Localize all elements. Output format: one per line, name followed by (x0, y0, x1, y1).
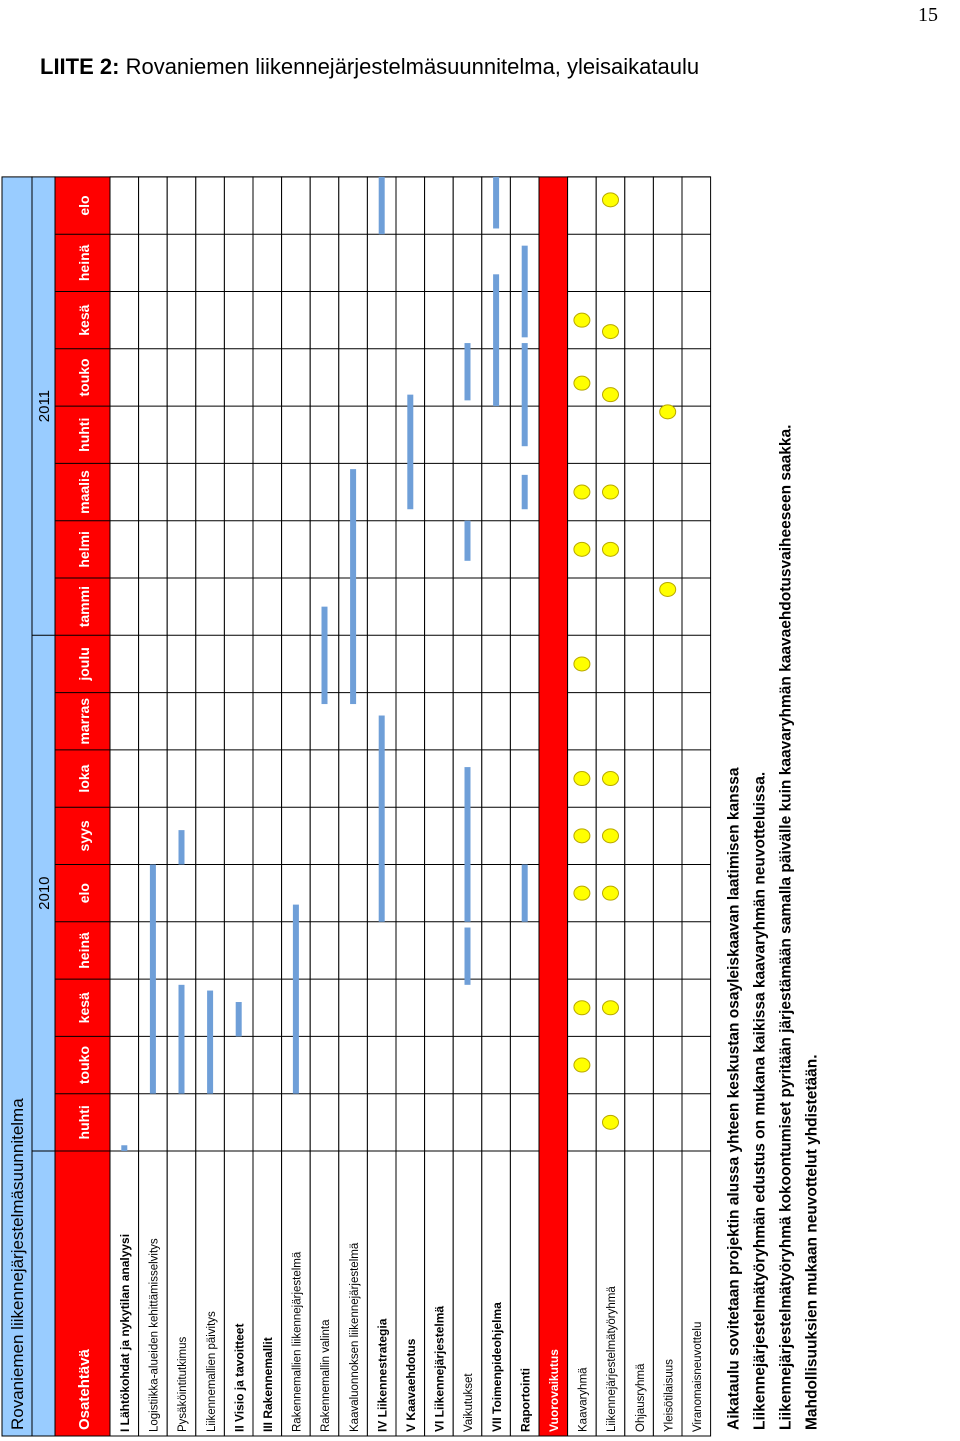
row-label: I Lähtökohdat ja nykytilan analyysi (118, 1233, 132, 1432)
year-2011: 2011 (36, 389, 53, 423)
table-row (224, 177, 253, 1436)
month-label: heinä (76, 932, 92, 969)
note-line: Liikennejärjestelmätyöryhmän edustus on mukana kaikissa kaavaryhmän neuvotteluissa. (751, 771, 769, 1430)
table-row (596, 177, 625, 1436)
schedule-bar (379, 177, 385, 234)
row-label: Viranomaisneuvottelu (692, 1321, 704, 1432)
row-label: Yleisötilaisuus (663, 1359, 676, 1432)
row-label: Liikennemallien päivitys (205, 1311, 218, 1432)
schedule-bar (121, 1145, 127, 1151)
meeting-dot (603, 325, 619, 339)
note-line: Liikennejärjestelmätyöryhmä kokoontumiset pyritään järjestämään samalla päivälle kuin kaavaryhmän kaavaehdotusvaiheeseen saakka. (777, 424, 795, 1430)
month-label: helmi (76, 531, 92, 568)
month-label: huhti (76, 1105, 92, 1140)
meeting-dot (574, 886, 590, 900)
table-row (167, 177, 196, 1436)
schedule-bar (207, 991, 213, 1094)
month-label: huhti (76, 417, 92, 452)
schedule-bar (407, 395, 413, 510)
meeting-dot (603, 1001, 619, 1015)
row-label: Raportointi (518, 1368, 533, 1432)
appendix-title: Rovaniemen liikennejärjestelmäsuunnitelma, yleisaikataulu (125, 54, 700, 79)
table-row (196, 177, 225, 1436)
month-label: maalis (76, 470, 92, 514)
table-row (653, 177, 682, 1436)
month-label: syys (76, 820, 92, 852)
meeting-dot (660, 582, 676, 596)
schedule-bar (465, 928, 471, 985)
meeting-dot (660, 405, 676, 419)
month-label: marras (76, 697, 92, 745)
row-label: Vuorovaikutus (547, 1349, 561, 1432)
meeting-dot (603, 542, 619, 556)
note-line: Aikataulu sovitetaan projektin alussa yhteen keskustan osayleiskaavan laatimisen kanssa (725, 767, 743, 1430)
table-row (682, 177, 711, 1436)
schedule-bar (522, 246, 528, 338)
row-label: VII Toimenpideohjelma (489, 1302, 504, 1432)
schedule-bar (522, 475, 528, 509)
meeting-dot (603, 829, 619, 843)
meeting-dot (574, 772, 590, 786)
month-label: touko (76, 358, 92, 397)
schedule-bar (465, 343, 471, 400)
schedule-bar (236, 1002, 242, 1036)
schedule-bar (179, 830, 185, 864)
month-label: elo (76, 883, 92, 904)
meeting-dot (603, 388, 619, 402)
row-label: Liikennejärjestelmätyöryhmä (606, 1286, 619, 1432)
schedule-bar (350, 469, 356, 704)
task-column-header: Osatehtävä (76, 1349, 93, 1430)
row-label: II Visio ja tavoitteet (232, 1323, 247, 1432)
meeting-dot (603, 485, 619, 499)
schedule-bar (493, 177, 499, 229)
month-label: joulu (76, 647, 92, 681)
row-label: Pysäköintitutkimus (177, 1336, 190, 1432)
meeting-dot (603, 772, 619, 786)
row-label: Vaikutukset (463, 1373, 476, 1432)
schedule-bar (522, 865, 528, 922)
schedule-bar (493, 274, 499, 406)
row-label: V Kaavaehdotus (404, 1338, 418, 1432)
schedule-bar (465, 767, 471, 922)
meeting-dot (574, 376, 590, 390)
row-label: IV Liikennestrategia (375, 1318, 390, 1432)
row-label: Kaavaluonnoksen liikennejärjestelmä (348, 1242, 361, 1432)
row-label: Rakennemallien liikennejärjestelmä (291, 1251, 304, 1432)
month-label: touko (76, 1045, 92, 1085)
meeting-dot (574, 829, 590, 843)
meeting-dot (574, 1001, 590, 1015)
schedule-bar (179, 985, 185, 1094)
year-2010: 2010 (36, 876, 53, 910)
schedule-chart (2, 106, 821, 1436)
meeting-dot (603, 1115, 619, 1129)
month-label: heinä (76, 244, 92, 282)
meeting-dot (603, 886, 619, 900)
row-label: III Rakennemallit (261, 1337, 275, 1432)
schedule-bar (322, 607, 328, 704)
month-label: kesä (76, 304, 92, 336)
meeting-dot (574, 485, 590, 499)
meeting-dot (603, 193, 619, 207)
meeting-dot (574, 1058, 590, 1072)
schedule-bar (379, 716, 385, 922)
schedule-bar (293, 905, 299, 1094)
year-row (32, 177, 55, 1436)
schedule-bar (150, 865, 156, 1094)
month-label: tammi (76, 586, 92, 628)
appendix-label: LIITE 2: (40, 54, 120, 79)
page-title (40, 54, 699, 80)
table-row (396, 177, 425, 1436)
note-line: Mahdollisuuksien mukaan neuvottelut yhdistetään. (803, 1054, 821, 1430)
table-row (539, 177, 568, 1436)
table-row (253, 177, 282, 1436)
table-row (425, 177, 454, 1436)
row-label: VI Liikennejärjestelmä (432, 1305, 447, 1432)
month-label: loka (76, 764, 92, 793)
schedule-table (2, 106, 821, 1436)
meeting-dot (574, 313, 590, 327)
table-row (625, 177, 654, 1436)
table-row (310, 177, 339, 1436)
table-title: Rovaniemen liikennejärjestelmäsuunnitelma (8, 1098, 27, 1430)
meeting-dot (574, 657, 590, 671)
table-row (568, 177, 597, 1436)
schedule-bar (465, 521, 471, 561)
meeting-dot (574, 542, 590, 556)
page-number: 15 (918, 4, 938, 26)
row-label: Kaavaryhmä (577, 1367, 590, 1432)
row-label: Logistiikka-alueiden kehittämisselvitys (148, 1238, 161, 1432)
row-label: Ohjausryhmä (634, 1363, 647, 1432)
row-label: Rakennemallin valinta (320, 1319, 333, 1432)
month-label: elo (76, 195, 92, 216)
schedule-bar (522, 343, 528, 446)
month-label: kesä (76, 992, 92, 1024)
table-row (282, 177, 311, 1436)
